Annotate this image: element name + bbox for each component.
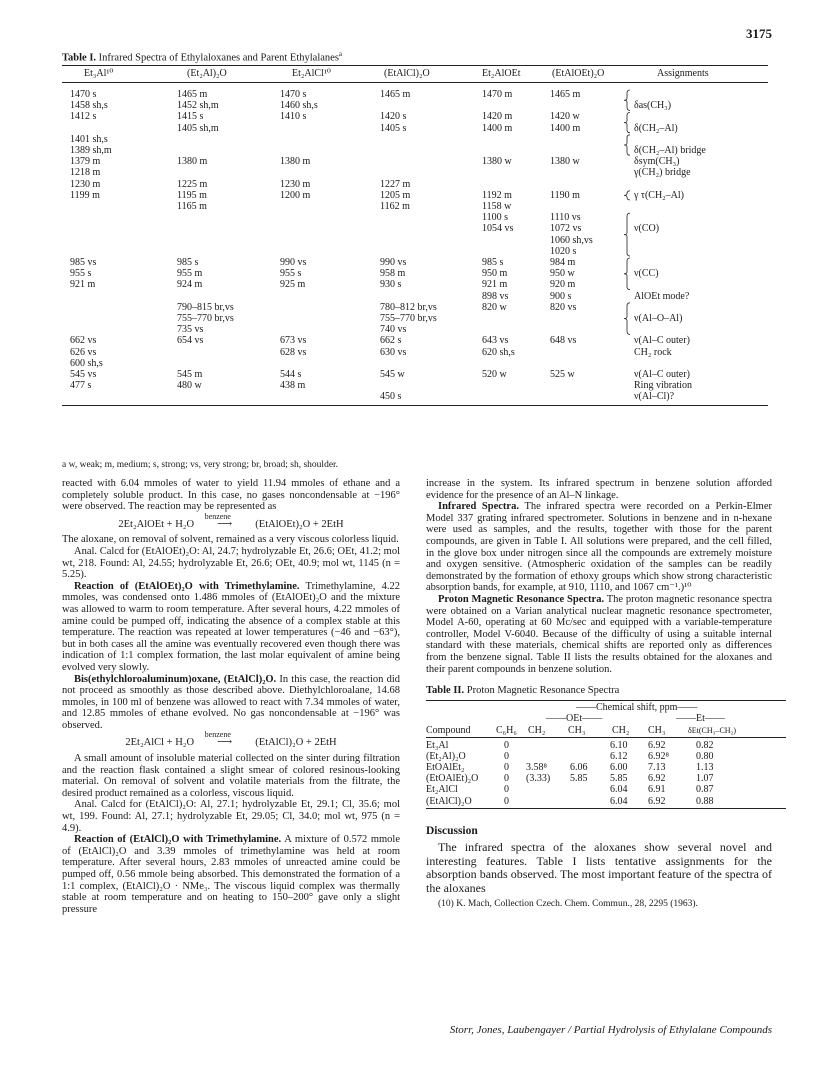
table1-cell: 1199 m <box>70 189 100 201</box>
table1-cell: 820 vs <box>550 301 577 313</box>
table2-cell: (EtAlCl)₂O <box>426 795 472 807</box>
right-p1: increase in the system. Its infrared spectrum in benzene solution afforded evidence for the presence of an Al–N linkage. <box>426 478 772 501</box>
table1-cell: 1165 m <box>177 201 207 212</box>
assignment-brace <box>624 213 630 256</box>
table1-cell: 1410 s <box>280 111 307 123</box>
table1-cell: 620 sh,s <box>482 346 515 358</box>
right-p3-head: Proton Magnetic Resonance Spectra. <box>438 593 605 605</box>
table1-label: Table I. <box>62 52 97 64</box>
eq2-arrow: benzene ⟶ <box>204 730 233 749</box>
table1-cell: 648 vs <box>550 335 577 347</box>
table1-cell: 545 w <box>380 369 405 380</box>
table1-cell: 898 vs <box>482 290 509 302</box>
table1-cell: 820 w <box>482 301 507 313</box>
table1-cell: 1458 sh,s <box>70 100 108 112</box>
eq2-left: 2Et₂AlCl + H₂O <box>125 737 195 749</box>
table1-cell: 1465 m <box>177 89 208 100</box>
table1-cell: 1162 m <box>380 201 410 212</box>
left-p7: Anal. Calcd for (EtAlCl)₂O: Al, 27.1; hydrolyzable Et, 29.1; Cl, 35.6; mol wt, 199. Found: Al, 27.1; hydrolyzable Et, 29.05; Cl, 34.0; mol wt, 975 (n = 4.9). <box>62 799 400 834</box>
table1-cell: 1400 m <box>482 122 513 134</box>
table1-cell: δsym(CH₃) <box>634 156 680 168</box>
left-column <box>62 478 400 915</box>
table2-cell: 0 <box>504 795 509 807</box>
table2-label: Table II. <box>426 685 465 697</box>
table2-cell: 0 <box>504 750 509 762</box>
table1-cell: 1389 sh,m <box>70 145 112 156</box>
table2-cell: (EtOAlEt)₂O <box>426 773 479 785</box>
table1-cell: 735 vs <box>177 324 204 336</box>
table2-cell: 6.92 <box>648 795 666 807</box>
table2-cell: (3.33) <box>526 773 551 785</box>
table2 <box>426 700 786 820</box>
table2-top-rule <box>426 700 786 701</box>
table2-caption <box>426 685 772 697</box>
assignment-brace <box>624 191 630 200</box>
table2-oet-head: ——OEt—— <box>546 712 603 724</box>
table1-cell: 1412 s <box>70 111 97 123</box>
equation-1 <box>62 511 400 531</box>
table1-cell: CH₂ rock <box>634 346 672 358</box>
table2-group-head-text: Chemical shift, ppm <box>596 701 678 713</box>
table1-cell: 1230 m <box>70 178 101 190</box>
table1-cell: 626 vs <box>70 346 97 358</box>
table1-cell: 955 s <box>280 268 302 280</box>
table1-cell: 1054 vs <box>482 223 514 235</box>
left-p6: A small amount of insoluble material collected on the sinter during filtration and the reaction flask contained a slight smear of colored resinous-looking material. On removal of solvent and volatile materials from the filtrate, the desired product remained as a colorless, viscous liquid. <box>62 753 400 799</box>
right-column <box>426 478 772 910</box>
table1-cell: 1380 w <box>482 156 512 168</box>
left-p4 <box>62 581 400 674</box>
table2-cell: 0 <box>504 773 509 785</box>
table1-cell: δ(CH₂–Al) bridge <box>634 145 706 156</box>
table1-cell: 924 m <box>177 279 203 291</box>
table2-header-cell: CH₃ <box>568 724 586 736</box>
eq2-right: (EtAlCl)₂O + 2EtH <box>255 737 337 749</box>
table1-header-cell: Et₂AlOEt <box>482 68 521 79</box>
table1-cell: 958 m <box>380 268 406 280</box>
table1-cell: ν(Al–Cl)? <box>634 391 675 403</box>
table2-et-head: ——Et—— <box>676 712 725 724</box>
left-p3: Anal. Calcd for (EtAlOEt)₂O: Al, 24.7; hydrolyzable Et, 26.6; OEt, 41.2; mol wt, 218. Found: Al, 24.55; hydrolyzable Et, 26.6; OEt, 40.9; mol wt, 1145 (n = 5.25). <box>62 545 400 581</box>
table1-cell: γ(CH₂) bridge <box>634 167 691 179</box>
table1-cell: 1460 sh,s <box>280 100 318 112</box>
table1-cell: δas(CH₃) <box>634 100 672 112</box>
table1-braces <box>62 65 768 405</box>
table1-footnote: a w, weak; m, medium; s, strong; vs, very strong; br, broad; sh, shoulder. <box>62 460 339 470</box>
table1-cell: 985 s <box>177 257 199 268</box>
table1-cell: 1190 m <box>550 189 580 201</box>
table1-title-note: a <box>338 50 343 58</box>
running-footer: Storr, Jones, Laubengayer / Partial Hydrolysis of Ethylalane Compounds <box>449 1024 772 1036</box>
table1-cell: 1158 w <box>482 201 512 212</box>
table1-header-cell: Et₃Al¹⁰ <box>84 68 114 79</box>
table1-cell: 780–812 br,vs <box>380 301 437 313</box>
table1-cell: 1405 s <box>380 122 407 134</box>
table1-title: Infrared Spectra of Ethylaloxanes and Parent Ethylalanes <box>98 52 339 64</box>
table1-cell: 900 s <box>550 290 572 302</box>
table1-cell: ν(CO) <box>634 223 660 235</box>
table2-cell: (Et₂Al)₂O <box>426 750 466 762</box>
table2-cell: 0 <box>504 739 509 751</box>
table1-cell: 673 vs <box>280 335 307 347</box>
table2-header-cell: CH₂ <box>528 724 546 736</box>
table1-bottom-rule <box>62 405 768 406</box>
table1-cell: 545 m <box>177 369 203 380</box>
table1-cell: 1380 m <box>177 156 208 168</box>
table1-cell: 1230 m <box>280 178 311 190</box>
table2-cell: Et₃Al <box>426 739 449 751</box>
table1-header-cell: (EtAlOEt)₂O <box>552 68 605 79</box>
table2-cell: 0.88 <box>696 795 714 807</box>
table1-cell: 955 s <box>70 268 92 280</box>
table2-cell: 6.00 <box>610 762 628 774</box>
left-p4-text: Trimethylamine, 4.22 mmoles, was condensed onto 1.486 mmoles of (EtAlOEt)₂O and the mixture was allowed to warm to room temperature. After several hours, 4.22 mmoles of amine could be pumped off, indicating the absence of a complex stable at this temperature. The reaction was repeated at lower temperatures (−46 and −63°), but in both cases all the amine was eventually recovered even though there was indication of 1:1 complex formation, the last molar equivalent of amine being evolved very slowly. <box>62 580 400 673</box>
table1-cell: δ(CH₂–Al) <box>634 122 678 134</box>
table1-cell: 450 s <box>380 391 402 403</box>
table1-cell: 525 w <box>550 369 575 380</box>
table2-header-cell: δEt(CH₃–CH₂) <box>688 725 737 735</box>
eq1-right: (EtAlOEt)₂O + 2EtH <box>255 518 344 530</box>
table1-cell: 1060 sh,vs <box>550 234 593 246</box>
table1-cell: 480 w <box>177 380 202 392</box>
table1-cell: 1110 vs <box>550 212 581 224</box>
table1-cell: 1205 m <box>380 189 411 201</box>
table1-cell: Ring vibration <box>634 380 693 392</box>
table1-cell: 544 s <box>280 369 302 380</box>
table1-cell: 920 m <box>550 279 576 291</box>
table2-cell: 6.10 <box>610 739 628 751</box>
table1-cell: 921 m <box>482 279 508 291</box>
table1-header-cell: Assignments <box>657 68 709 79</box>
table1-cell: 921 m <box>70 279 96 291</box>
table1-cell: 477 s <box>70 380 92 392</box>
table1-cell: 1420 s <box>380 111 407 123</box>
discussion-text: The infrared spectra of the aloxanes show several novel and interesting features. Table I lists tentative assignments for the absorption bands observed. The most important feature of the spectra of the aloxanes <box>426 840 772 896</box>
assignment-brace <box>624 135 630 155</box>
table1-cell: 1379 m <box>70 156 101 168</box>
page-number: 3175 <box>746 26 772 41</box>
table2-cell: 0.87 <box>696 784 714 796</box>
table1-cell: 520 w <box>482 369 507 380</box>
table2-cell: 6.06 <box>570 762 588 774</box>
table2-cell: Et₂AlCl <box>426 784 458 796</box>
table2-cell: 6.12 <box>610 750 628 762</box>
table2-cell: 6.92⁸ <box>648 750 669 762</box>
table1-cell: 955 m <box>177 268 203 280</box>
right-p2-head: Infrared Spectra. <box>438 501 519 513</box>
eq1-left: 2Et₂AlOEt + H₂O <box>118 518 195 530</box>
assignment-brace <box>624 112 630 132</box>
table2-cell: 3.58⁸ <box>526 762 547 774</box>
table2-cell: 6.04 <box>610 784 628 796</box>
table1-cell: 1195 m <box>177 189 207 201</box>
table1-cell: 1415 s <box>177 111 204 123</box>
table1-cell: 600 sh,s <box>70 357 103 369</box>
table1-cell: 950 m <box>482 268 508 280</box>
table1-header-cell: Et₂AlCl¹⁰ <box>292 68 331 79</box>
equation-2 <box>62 730 400 749</box>
table1-header-cell: (Et₂Al)₂O <box>187 68 227 79</box>
table1-cell: 628 vs <box>280 346 307 358</box>
table1-cell: 1470 s <box>280 89 307 100</box>
table2-cell: 1.13 <box>696 762 714 774</box>
right-p2 <box>426 501 772 594</box>
assignment-brace <box>624 90 630 110</box>
table1-cell: 1465 m <box>380 89 411 100</box>
table2-oet-head-text: OEt <box>566 712 583 724</box>
table2-header-cell: CH₂ <box>612 724 630 736</box>
table2-title: Proton Magnetic Resonance Spectra <box>466 685 620 697</box>
table1-cell: 662 vs <box>70 335 97 347</box>
table2-header-cell: Compound <box>426 724 471 736</box>
table1-cell: 1420 w <box>550 111 580 123</box>
left-p4-head: Reaction of (EtAlOEt)₂O with Trimethylamine. <box>74 580 300 592</box>
table1-caption <box>62 50 342 64</box>
table2-cell: 0.82 <box>696 739 714 751</box>
table2-cell: 1.07 <box>696 773 714 785</box>
table1-cell: 1470 s <box>70 89 97 100</box>
table1-cell: ν(CC) <box>634 268 659 280</box>
table2-cell: 7.13 <box>648 762 666 774</box>
table1-cell: 755–770 br,vs <box>380 313 437 324</box>
table1-cell: 1227 m <box>380 178 411 190</box>
discussion-heading: Discussion <box>426 824 478 837</box>
table2-cell: 5.85 <box>570 773 588 785</box>
table2-et-head-text: Et <box>696 712 705 724</box>
table1-cell: 1072 vs <box>550 223 582 235</box>
table1-cell: 1225 m <box>177 178 208 190</box>
table1-cell: 545 vs <box>70 369 97 380</box>
table1-cell: 1405 sh,m <box>177 122 219 134</box>
right-p3 <box>426 594 772 675</box>
left-p8-text: A mixture of 0.572 mmole of (EtAlCl)₂O and 3.39 mmoles of trimethylamine was held at room temperature. After several hours, 2.83 mmoles of unreacted amine could be pumped off, 0.56 mmole being absorbed. This demonstrated the formation of a 1:1 complex, (EtAlCl)₂O · NMe₃. The viscous liquid complex was thermally stable at room temperature and on heating to 150–200° gave only a slight pressure <box>62 834 400 915</box>
table1-cell: ν(Al–C outer) <box>634 369 690 380</box>
table1-cell: 643 vs <box>482 335 509 347</box>
table1-cell: 1192 m <box>482 189 512 201</box>
table1-cell: 662 s <box>380 335 402 347</box>
left-p5 <box>62 674 400 732</box>
table1-cell: 1100 s <box>482 212 509 224</box>
table1-cell: 1465 m <box>550 89 581 100</box>
right-p2-text: The infrared spectra were recorded on a Perkin-Elmer Model 337 grating infrared spectrometer. Solutions in benzene and in n-hexane were used as samples, and the results, together with those for the parent compounds, are given in Table I. All solutions were prepared, and the cell filled, in the glove box under nitrogen since all the compounds are extremely moisture and oxygen sensitive. (Atmospheric oxidation of the samples can be readily demonstrated by the formation of ethoxy groups which show strong characteristic absorption bands, for example, at 910, 1110, and 1067 cm⁻¹.)¹⁰ <box>426 501 773 594</box>
table1-cell: 790–815 br,vs <box>177 301 234 313</box>
table1-cell: 950 w <box>550 268 575 280</box>
table2-cell: 0.80 <box>696 750 714 762</box>
table1-cell: 1401 sh,s <box>70 133 108 145</box>
table1-cell: 755–770 br,vs <box>177 313 234 324</box>
table1-cell: 1420 m <box>482 111 513 123</box>
table1-cell: 990 vs <box>380 257 407 268</box>
table2-cell: 6.92 <box>648 739 666 751</box>
table1-cell: 630 vs <box>380 346 407 358</box>
table2-header-cell: C₆H₆ <box>496 724 517 736</box>
table1-cell: 1218 m <box>70 167 101 179</box>
table1-cell: 1380 m <box>280 156 311 168</box>
table2-cell: 6.91 <box>648 784 666 796</box>
left-p5-head: Bis(ethylchloroaluminum)oxane, (EtAlCl)₂O. <box>74 673 277 685</box>
left-p2: The aloxane, on removal of solvent, remained as a very viscous colorless liquid. <box>62 534 399 546</box>
table2-cell: 6.92 <box>648 773 666 785</box>
table1-cell: AlOEt mode? <box>634 290 690 302</box>
table2-cell: EtOAlEt₂ <box>426 762 465 774</box>
assignment-brace <box>624 258 630 290</box>
table1-cell: 1470 m <box>482 89 513 100</box>
table1-cell: 740 vs <box>380 324 407 336</box>
table2-cell: 0 <box>504 784 509 796</box>
table1-cell: 1020 s <box>550 245 577 257</box>
table1-cell: γ τ(CH₂–Al) <box>634 189 684 201</box>
table1-cell: 985 s <box>482 257 504 268</box>
left-p5-text: In this case, the reaction did not proceed as smoothly as those described above. Diethylchloroalane, 14.68 mmoles, in 100 ml of benzene was allowed to react with 7.34 mmoles of water, and 12.85 mmoles of ethane evolved. No gas noncondensable at −196° was observed. <box>62 673 400 731</box>
left-p8-head: Reaction of (EtAlCl)₂O with Trimethylamine. <box>74 834 282 846</box>
table1-cell: 925 m <box>280 279 306 291</box>
table1-cell: 1200 m <box>280 189 311 201</box>
table2-cell: 0 <box>504 762 509 774</box>
table2-group-head: ——Chemical shift, ppm—— <box>576 701 698 713</box>
table1-cell: 930 s <box>380 279 402 291</box>
table2-header-cell: CH₃ <box>648 724 666 736</box>
table1-header-cell: (EtAlCl)₂O <box>384 68 430 79</box>
table1-cell: 984 m <box>550 257 576 268</box>
table1-cell: 1400 m <box>550 122 581 134</box>
table2-cell: 5.85 <box>610 773 628 785</box>
left-p1: reacted with 6.04 mmoles of water to yield 11.94 mmoles of ethane and a completely soluble product. In this case, no gases noncondensable at −196° were observed. The reaction may be represented as <box>62 478 400 513</box>
table1-cell: 985 vs <box>70 257 97 268</box>
table2-header-rule <box>426 737 786 738</box>
table2-cell: 6.04 <box>610 795 628 807</box>
table1-cell: 1452 sh,m <box>177 100 219 112</box>
table1-cell: 1380 w <box>550 156 580 168</box>
table1-cell: 990 vs <box>280 257 307 268</box>
table1-cell: ν(Al–C outer) <box>634 335 690 347</box>
eq1-arrow: benzene ⟶ <box>204 511 233 530</box>
reference-10: (10) K. Mach, Collection Czech. Chem. Commun., 28, 2295 (1963). <box>438 898 698 909</box>
eq1-solvent: benzene <box>204 511 231 521</box>
left-p8 <box>62 834 400 915</box>
table1-cell: 438 m <box>280 380 306 392</box>
right-p3-text: The proton magnetic resonance spectra were obtained on a Varian analytical nuclear magnetic resonance spectrometer, Model A-60, operating at 60 Mc/sec and equipped with a variable-temperature controller, Model V-6040. Because of the difficulty of using a suitable internal standard with these materials, chemical shifts are reported only as differences from the benzene signal. Table II lists the results obtained for the aloxanes and their parent compounds in benzene solution. <box>426 593 772 675</box>
table2-bottom-rule <box>426 808 786 809</box>
table1-cell: 654 vs <box>177 335 204 347</box>
assignment-brace <box>624 303 630 335</box>
eq2-solvent: benzene <box>204 730 231 740</box>
table1-cell: ν(Al–O–Al) <box>634 313 683 324</box>
